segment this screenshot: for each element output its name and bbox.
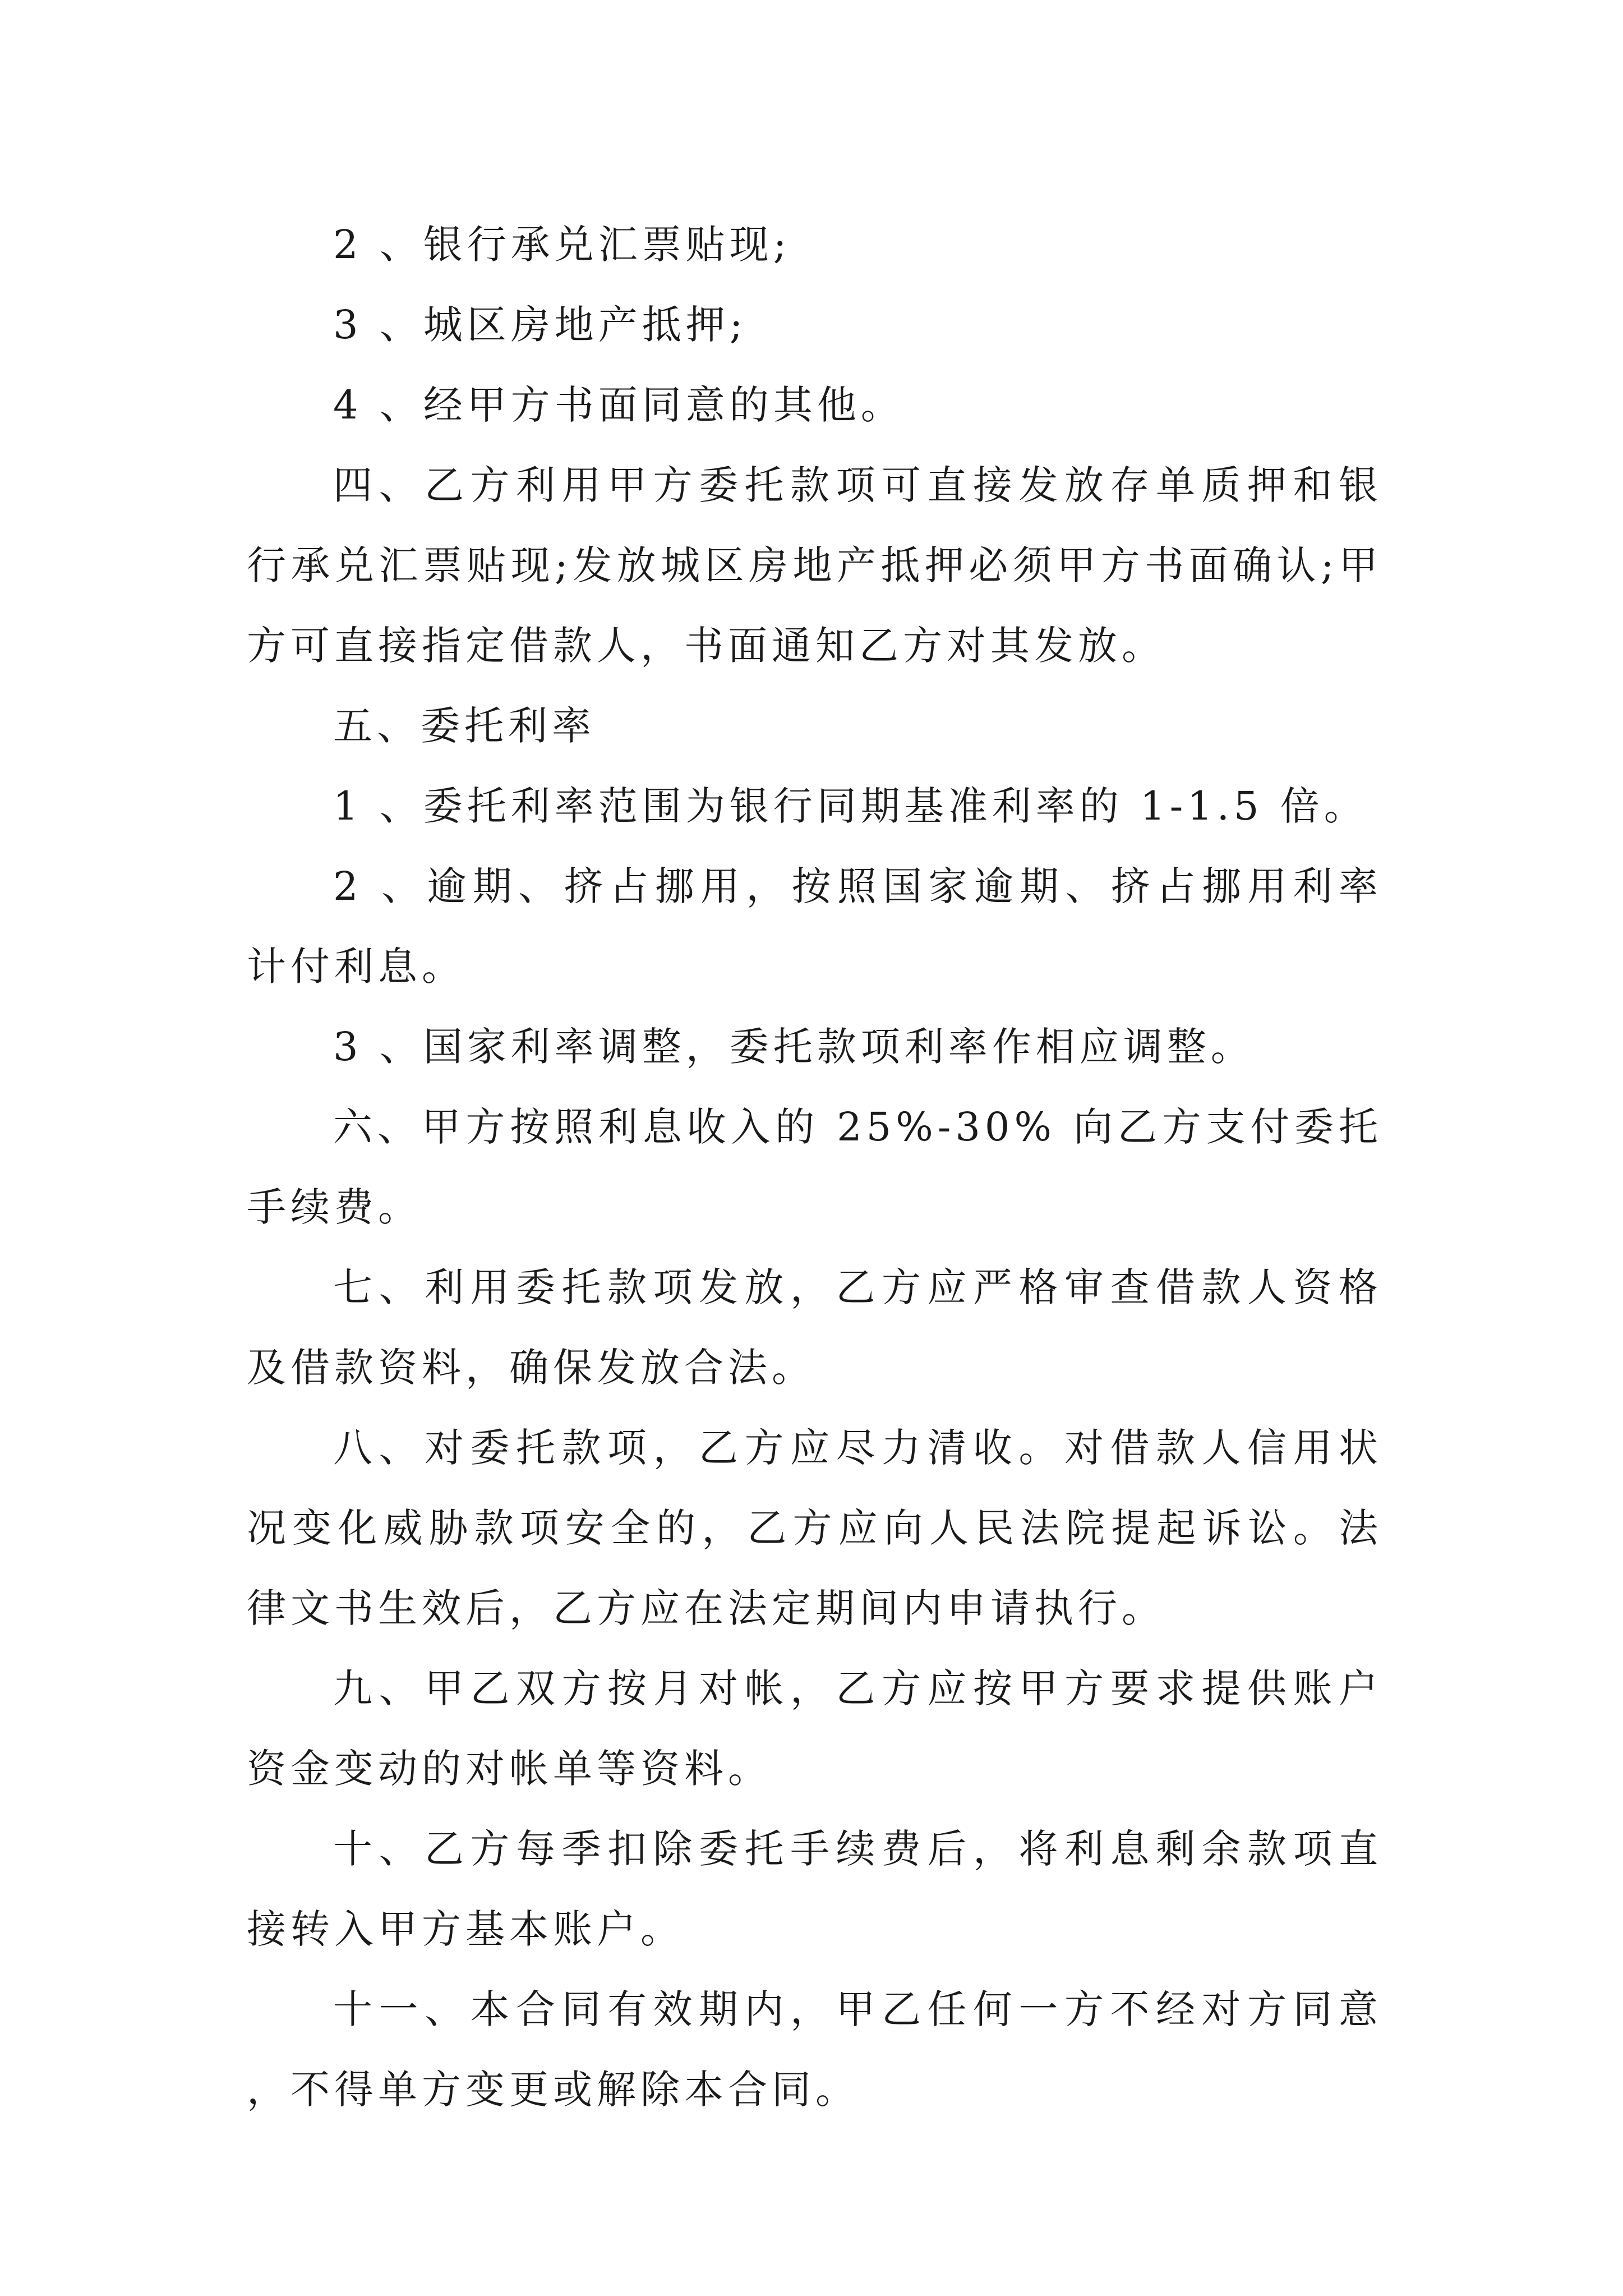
clause-5-item-1: 1 、委托利率范围为银行同期基准利率的 1-1.5 倍。 xyxy=(333,783,1368,829)
clause-5-item-2: 2 、逾期、挤占挪用，按照国家逾期、挤占挪用利率计付利息。 xyxy=(247,863,1382,990)
clause-4: 四、乙方利用甲方委托款项可直接发放存单质押和银行承兑汇票贴现;发放城区房地产抵押必须甲方书面确认;甲方可直接指定借款人，书面通知乙方对其发放。 xyxy=(247,462,1382,669)
clause-5-heading: 五、委托利率 xyxy=(333,703,596,749)
clause-9: 九、甲乙双方按月对帐，乙方应按甲方要求提供账户资金变动的对帐单等资料。 xyxy=(247,1665,1382,1792)
clause-11: 十一、本合同有效期内，甲乙任何一方不经对方同意，不得单方变更或解除本合同。 xyxy=(247,1986,1382,2113)
clause-10: 十、乙方每季扣除委托手续费后，将利息剩余款项直接转入甲方基本账户。 xyxy=(247,1826,1382,1952)
clause-7: 七、利用委托款项发放，乙方应严格审查借款人资格及借款资料，确保发放合法。 xyxy=(247,1264,1382,1391)
clause-6: 六、甲方按照利息收入的 25%-30% 向乙方支付委托手续费。 xyxy=(247,1104,1382,1230)
clause-5-item-3: 3 、国家利率调整，委托款项利率作相应调整。 xyxy=(333,1024,1255,1070)
list-item-2: 2 、银行承兑汇票贴现; xyxy=(333,222,791,268)
list-item-4: 4 、经甲方书面同意的其他。 xyxy=(333,382,905,428)
clause-8: 八、对委托款项，乙方应尽力清收。对借款人信用状况变化威胁款项安全的，乙方应向人民法院提起诉讼。法律文书生效后，乙方应在法定期间内申请执行。 xyxy=(247,1425,1382,1631)
list-item-3: 3 、城区房地产抵押; xyxy=(333,302,748,348)
document-body xyxy=(247,205,1382,2130)
